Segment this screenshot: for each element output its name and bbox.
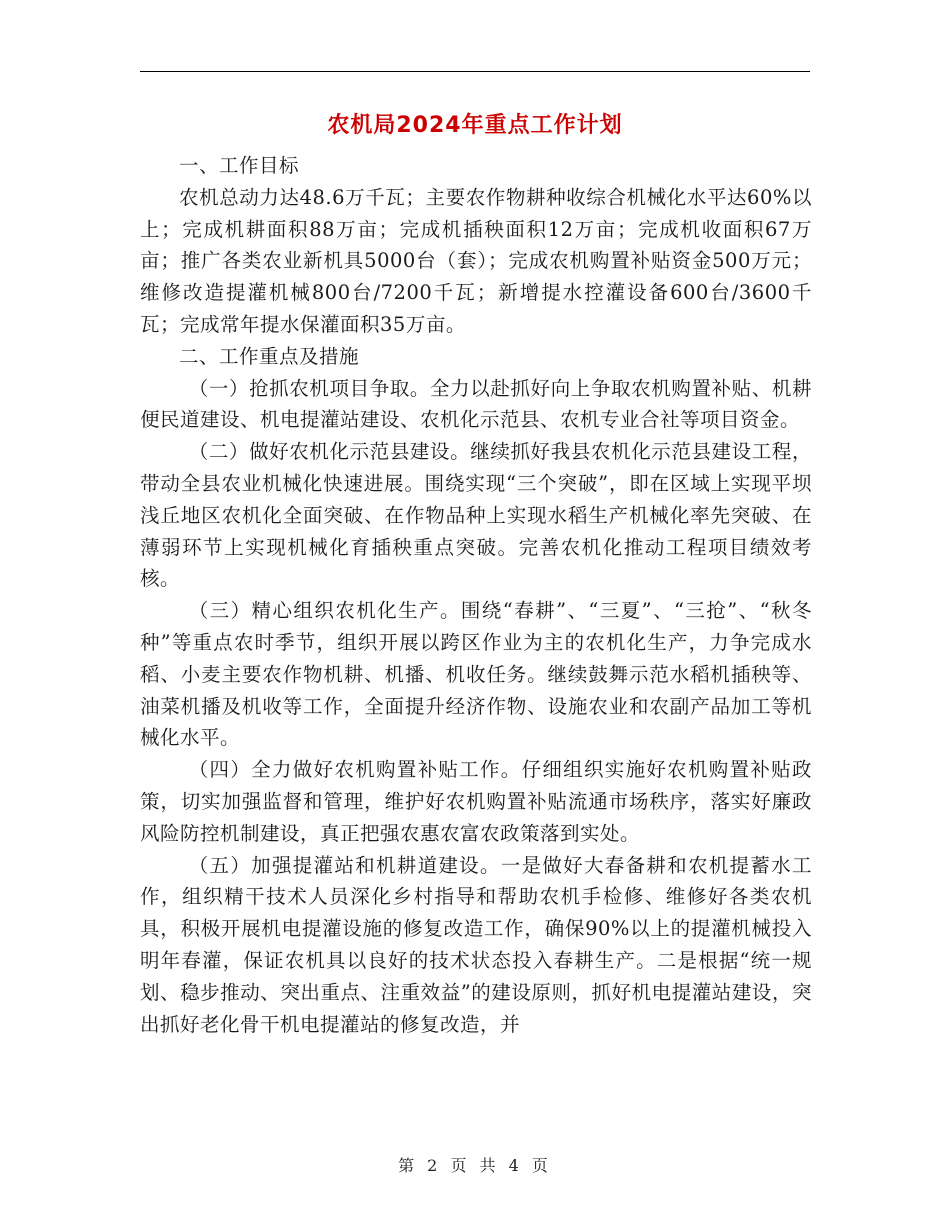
body-paragraph: 农机总动力达48.6万千瓦；主要农作物耕种收综合机械化水平达60%以上；完成机耕面积88万亩；完成机插秧面积12万亩；完成机收面积67万亩；推广各类农业新机具5000台（套）；完成农机购置补贴资金500万元；维修改造提灌机械800台/7200千瓦；新增提水控灌设备600台/3600千瓦；完成常年提水保灌面积35万亩。 — [140, 185, 812, 336]
header-rule — [140, 71, 810, 72]
body-paragraph: （四）全力做好农机购置补贴工作。仔细组织实施好农机购置补贴政策，切实加强监督和管理，维护好农机购置补贴流通市场秩序，落实好廉政风险防控机制建设，真正把强农惠农富农政策落到实处。 — [140, 758, 812, 845]
body-paragraph: （二）做好农机化示范县建设。继续抓好我县农机化示范县建设工程，带动全县农业机械化快速进展。围绕实现“三个突破”，即在区域上实现平坝浅丘地区农机化全面突破、在作物品种上实现水稻生产机械化率先突破、在薄弱环节上实现机械化育插秧重点突破。完善农机化推动工程项目绩效考核。 — [140, 440, 812, 591]
page-number-footer: 第 2 页 共 4 页 — [398, 1156, 552, 1175]
body-paragraph: （三）精心组织农机化生产。围绕“春耕”、“三夏”、“三抢”、“秋冬种”等重点农时季节，组织开展以跨区作业为主的农机化生产，力争完成水稻、小麦主要农作物机耕、机播、机收任务。继续鼓舞示范水稻机插秧等、油菜机播及机收等工作，全面提升经济作物、设施农业和农副产品加工等机械化水平。 — [140, 599, 812, 750]
document-body — [140, 150, 812, 1040]
body-paragraph: （一）抢抓农机项目争取。全力以赴抓好向上争取农机购置补贴、机耕便民道建设、机电提灌站建设、农机化示范县、农机专业合社等项目资金。 — [140, 376, 812, 432]
section-heading: 二、工作重点及措施 — [179, 344, 360, 368]
document-title: 农机局2024年重点工作计划 — [327, 113, 623, 138]
body-paragraph: （五）加强提灌站和机耕道建设。一是做好大春备耕和农机提蓄水工作，组织精干技术人员深化乡村指导和帮助农机手检修、维修好各类农机具，积极开展机电提灌设施的修复改造工作，确保90%以上的提灌机械投入明年春灌，保证农机具以良好的技术状态投入春耕生产。二是根据“统一规划、稳步推动、突出重点、注重效益”的建设原则，抓好机电提灌站建设，突出抓好老化骨干机电提灌站的修复改造，并 — [140, 853, 812, 1036]
section-heading: 一、工作目标 — [179, 154, 300, 177]
